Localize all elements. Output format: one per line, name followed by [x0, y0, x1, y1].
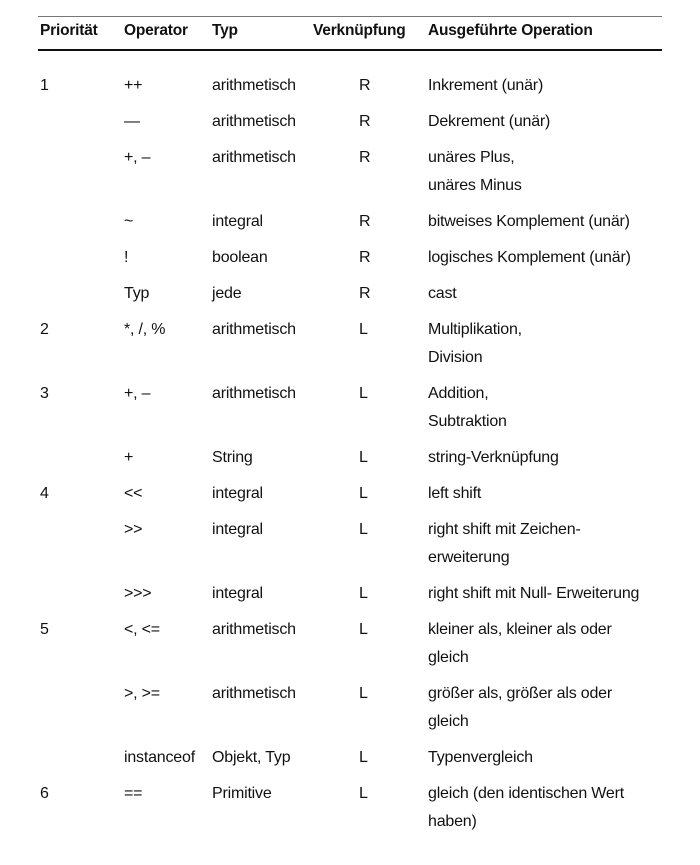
- cell-typ: arithmetisch: [212, 621, 296, 638]
- cell-operation: [428, 580, 665, 616]
- cell-verknuepfung: R: [359, 285, 371, 302]
- top-rule: [38, 16, 662, 17]
- cell-typ: integral: [212, 213, 263, 230]
- table-row: [40, 616, 665, 680]
- cell-prioritaet: [40, 444, 124, 480]
- table-row: [40, 516, 665, 580]
- cell-verknuepfung: R: [359, 249, 371, 266]
- cell-operation: [428, 208, 665, 244]
- cell-operation: [428, 244, 665, 280]
- cell-prioritaet: 6: [40, 785, 49, 802]
- cell-prioritaet: 5: [40, 621, 49, 638]
- cell-operator: >>: [124, 521, 143, 538]
- operation-line: größer als, größer als oder: [428, 685, 613, 702]
- cell-typ: jede: [212, 285, 242, 302]
- cell-prioritaet: [40, 744, 124, 780]
- cell-operation: [428, 108, 665, 144]
- cell-operation: [428, 680, 665, 744]
- operation-line: cast: [428, 285, 457, 302]
- table-row: [40, 144, 665, 208]
- operation-line: erweiterung: [428, 549, 510, 566]
- cell-verknuepfung: L: [359, 685, 368, 702]
- table-row: [40, 580, 665, 616]
- cell-typ: Primitive: [212, 785, 272, 802]
- cell-operation: [428, 744, 665, 780]
- header-operation: Ausgeführte Operation: [428, 22, 593, 39]
- cell-operation: [428, 444, 665, 480]
- table-row: [40, 244, 665, 280]
- cell-operator: +, –: [124, 149, 151, 166]
- header-typ: Typ: [212, 22, 238, 39]
- cell-verknuepfung: L: [359, 621, 368, 638]
- cell-operator: +: [124, 449, 134, 466]
- cell-typ: Objekt, Typ: [212, 749, 291, 766]
- cell-prioritaet: [40, 680, 124, 744]
- cell-typ: arithmetisch: [212, 321, 296, 338]
- cell-prioritaet: [40, 144, 124, 208]
- operation-line: Inkrement (unär): [428, 77, 544, 94]
- operation-line: kleiner als, kleiner als oder: [428, 621, 612, 638]
- operation-line: Division: [428, 349, 483, 366]
- cell-verknuepfung: L: [359, 321, 368, 338]
- table-row: [40, 280, 665, 316]
- cell-verknuepfung: L: [359, 585, 368, 602]
- cell-typ: arithmetisch: [212, 385, 296, 402]
- cell-typ: arithmetisch: [212, 77, 296, 94]
- operation-line: unäres Plus,: [428, 149, 515, 166]
- cell-verknuepfung: L: [359, 749, 368, 766]
- cell-verknuepfung: L: [359, 385, 368, 402]
- operation-line: left shift: [428, 485, 482, 502]
- operation-line: Dekrement (unär): [428, 113, 551, 130]
- cell-operation: [428, 46, 665, 108]
- operation-line: right shift mit Zeichen-: [428, 521, 581, 538]
- cell-verknuepfung: R: [359, 77, 371, 94]
- cell-prioritaet: [40, 516, 124, 580]
- cell-operation: [428, 316, 665, 380]
- cell-operation: [428, 380, 665, 444]
- table-row: [40, 444, 665, 480]
- operation-line: unäres Minus: [428, 177, 522, 194]
- table-row: [40, 316, 665, 380]
- cell-operator: ++: [124, 77, 143, 94]
- cell-operation: [428, 780, 665, 844]
- cell-prioritaet: 4: [40, 485, 49, 502]
- operation-line: Typenvergleich: [428, 749, 533, 766]
- cell-operator: Typ: [124, 285, 150, 302]
- operation-line: bitweises Komplement (unär): [428, 213, 630, 230]
- cell-operation: [428, 480, 665, 516]
- cell-typ: integral: [212, 585, 263, 602]
- cell-prioritaet: [40, 244, 124, 280]
- header-verknuepfung: Verknüpfung: [313, 22, 406, 39]
- operation-line: string-Verknüpfung: [428, 449, 559, 466]
- operator-precedence-table: [40, 22, 665, 844]
- table-row: [40, 780, 665, 844]
- cell-operator: ~: [124, 213, 134, 230]
- cell-prioritaet: 2: [40, 321, 49, 338]
- cell-prioritaet: [40, 280, 124, 316]
- cell-operator: >, >=: [124, 685, 160, 702]
- cell-prioritaet: [40, 108, 124, 144]
- cell-operator: *, /, %: [124, 321, 166, 338]
- cell-typ: arithmetisch: [212, 149, 296, 166]
- table-body: [40, 46, 665, 844]
- cell-typ: boolean: [212, 249, 268, 266]
- cell-verknuepfung: R: [359, 213, 371, 230]
- cell-typ: String: [212, 449, 253, 466]
- cell-typ: arithmetisch: [212, 685, 296, 702]
- cell-verknuepfung: L: [359, 521, 368, 538]
- cell-operator: ==: [124, 785, 143, 802]
- cell-operator: <, <=: [124, 621, 160, 638]
- operation-line: right shift mit Null- Erweiterung: [428, 585, 640, 602]
- cell-operation: [428, 280, 665, 316]
- cell-operation: [428, 144, 665, 208]
- header-operator: Operator: [124, 22, 188, 39]
- cell-verknuepfung: L: [359, 485, 368, 502]
- cell-verknuepfung: R: [359, 113, 371, 130]
- operation-line: Addition,: [428, 385, 489, 402]
- table-row: [40, 380, 665, 444]
- cell-prioritaet: 1: [40, 77, 49, 94]
- cell-typ: integral: [212, 485, 263, 502]
- cell-operation: [428, 616, 665, 680]
- cell-prioritaet: 3: [40, 385, 49, 402]
- cell-operator: +, –: [124, 385, 151, 402]
- table-row: [40, 46, 665, 108]
- cell-operator: >>>: [124, 585, 152, 602]
- operation-line: logisches Komplement (unär): [428, 249, 631, 266]
- table-row: [40, 208, 665, 244]
- cell-verknuepfung: R: [359, 149, 371, 166]
- cell-typ: arithmetisch: [212, 113, 296, 130]
- table-header-row: [40, 22, 665, 46]
- cell-operation: [428, 516, 665, 580]
- operation-line: Multiplikation,: [428, 321, 522, 338]
- cell-verknuepfung: L: [359, 449, 368, 466]
- cell-operator: !: [124, 249, 129, 266]
- operation-line: haben): [428, 813, 477, 830]
- cell-prioritaet: [40, 208, 124, 244]
- table-row: [40, 744, 665, 780]
- operation-line: gleich: [428, 649, 469, 666]
- operation-line: Subtraktion: [428, 413, 507, 430]
- cell-operator: <<: [124, 485, 143, 502]
- operation-line: gleich: [428, 713, 469, 730]
- cell-prioritaet: [40, 580, 124, 616]
- operation-line: gleich (den identischen Wert: [428, 785, 624, 802]
- table-row: [40, 480, 665, 516]
- table-row: [40, 108, 665, 144]
- cell-operator: —: [124, 113, 140, 130]
- table-row: [40, 680, 665, 744]
- cell-typ: integral: [212, 521, 263, 538]
- cell-verknuepfung: L: [359, 785, 368, 802]
- header-prioritaet: Priorität: [40, 22, 98, 39]
- cell-operator: instanceof: [124, 749, 195, 766]
